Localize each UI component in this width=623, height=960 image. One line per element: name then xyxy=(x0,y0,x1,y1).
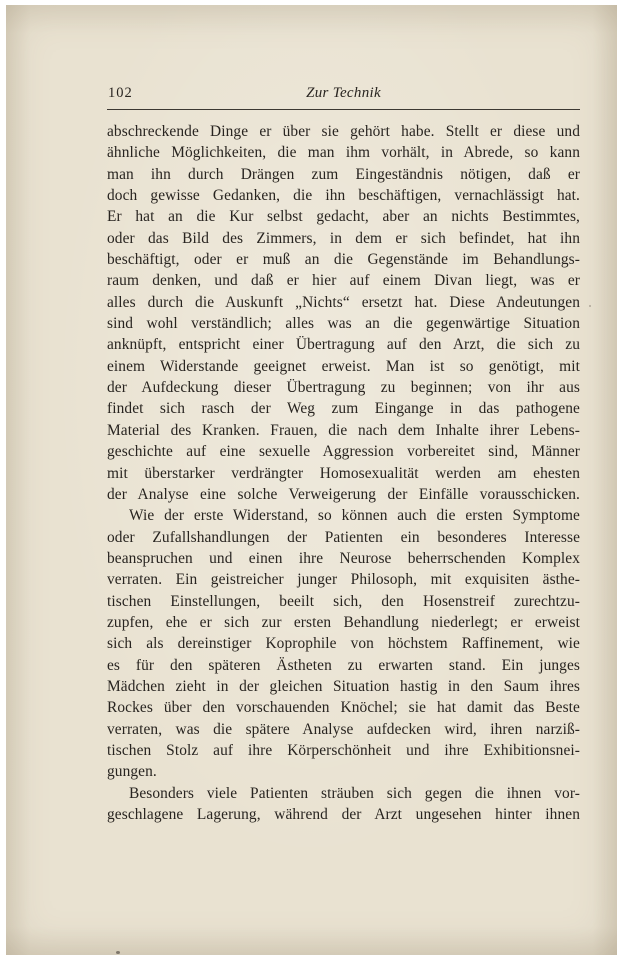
text-line: Rockes über den vorschauenden Knöchel; sie hat damit das Beste xyxy=(107,699,580,717)
text-line: Besonders viele Patienten sträuben sich gegen die ihnen vor- xyxy=(129,784,580,802)
text-line: ähnliche Möglichkeiten, die man ihm vorhält, in Abrede, so kann xyxy=(107,144,580,162)
text-line: beschäftigt, oder er muß an die Gegenstände im Behandlungs- xyxy=(107,251,580,269)
text-line: sich als dereinstiger Koprophile von höchstem Raffinement, wie xyxy=(107,635,580,653)
text-line: verraten. Ein geistreicher junger Philosoph, mit exquisiten ästhe- xyxy=(107,571,580,589)
text-line: geschlagene Lagerung, während der Arzt ungesehen hinter ihnen xyxy=(107,806,580,823)
paper-background xyxy=(6,5,617,955)
text-line: Mädchen zieht in der gleichen Situation hastig in den Saum ihres xyxy=(107,677,580,695)
text-line: zupfen, ehe er sich zur ersten Behandlung niederlegt; er erweist xyxy=(107,613,580,631)
text-line: oder Zufallshandlungen der Patienten ein besonderes Interesse xyxy=(107,528,580,546)
text-line: gungen. xyxy=(107,763,157,781)
text-line: beanspruchen und einen ihre Neurose beherrschenden Komplex xyxy=(107,549,580,567)
paragraph xyxy=(107,505,580,782)
text-line: tischen Einstellungen, beeilt sich, den Hosenstreif zurechtzu- xyxy=(107,592,580,610)
text-line: alles durch die Auskunft „Nichts“ ersetzt hat. Diese Andeutungen xyxy=(107,293,580,311)
running-title: Zur Technik xyxy=(306,85,381,101)
text-line: sind wohl verständlich; alles was an die gegenwärtige Situation xyxy=(107,315,580,333)
text-line: findet sich rasch der Weg zum Eingange in das pathogene xyxy=(107,400,580,418)
text-line: es für den späteren Ästheten zu erwarten stand. Ein junges xyxy=(107,656,580,674)
text-line: Wie der erste Widerstand, so können auch die ersten Symptome xyxy=(129,507,580,525)
paragraph xyxy=(107,121,580,505)
text-line: verraten, was die spätere Analyse aufdecken wird, ihren narziß- xyxy=(107,720,580,738)
text-line: der Analyse eine solche Verweigerung der Einfälle vorausschicken. xyxy=(107,485,580,503)
text-column xyxy=(107,85,580,825)
text-line: doch gewisse Gedanken, die ihn beschäftigen, vernachlässigt hat. xyxy=(107,187,580,205)
scan-speck xyxy=(589,305,591,307)
text-line: mit überstarker verdrängter Homosexualität werden am ehesten xyxy=(107,464,580,482)
text-line: Er hat an die Kur selbst gedacht, aber an nichts Bestimmtes, xyxy=(107,208,580,226)
page-number: 102 xyxy=(108,85,133,101)
text-line: oder das Bild des Zimmers, in dem er sich befindet, hat ihn xyxy=(107,229,580,247)
text-line: der Aufdeckung dieser Übertragung zu beginnen; von ihr aus xyxy=(107,379,580,397)
text-line: Material des Kranken. Frauen, die nach dem Inhalte ihrer Lebens- xyxy=(107,421,580,439)
body-text xyxy=(107,121,580,825)
text-line: tischen Stolz auf ihre Körperschönheit und ihre Exhibitionsnei- xyxy=(107,741,580,759)
text-line: einem Widerstande geeignet erweist. Man ist so genötigt, mit xyxy=(107,357,580,375)
text-line: abschreckende Dinge er über sie gehört habe. Stellt er diese und xyxy=(107,123,580,140)
text-line: anknüpft, entspricht einer Übertragung auf den Arzt, die sich zu xyxy=(107,336,580,354)
paragraph xyxy=(107,783,580,826)
text-line: raum denken, und daß er hier auf einem Divan liegt, was er xyxy=(107,272,580,290)
running-head xyxy=(107,85,580,110)
scan-speck xyxy=(116,951,120,954)
text-line: geschichte auf eine sexuelle Aggression vorbereitet sind, Männer xyxy=(107,443,580,461)
text-line: man ihn durch Drängen zum Eingeständnis nötigen, daß er xyxy=(107,165,580,183)
